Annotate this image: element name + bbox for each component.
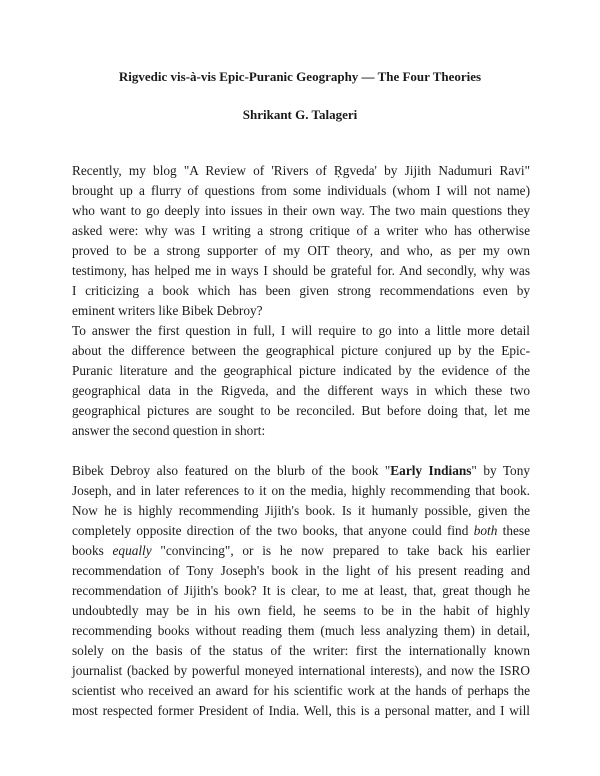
text-segment: these [497,523,530,538]
text-line: who want to go deeply into issues in their own way. The two main questions they [72,203,530,218]
text-line [72,461,530,481]
document-title: Rigvedic vis-à-vis Epic-Puranic Geography — The Four Theories [118,69,482,84]
book-title-early-indians: Early Indians [390,463,472,478]
text-line: recommending books without reading them (much less analyzing them) in detail, [72,623,530,638]
text-line [72,541,530,561]
text-line: undoubtedly may be in his own field, he seems to be in the habit of highly [72,603,530,618]
emphasis-both: both [473,523,498,538]
text-line: about the difference between the geographical picture conjured up by the Epic- [72,343,530,358]
text-line: geographical data in the Rigveda, and the different ways in which these two [72,383,530,398]
text-line: I criticizing a book which has been given strong recommendations even by [72,283,530,298]
paragraph-1 [72,161,530,321]
text-line [72,521,530,541]
text-line: recommendation of Jijith's book? It is clear, to me at least, that, great though he [72,583,530,598]
text-line: eminent writers like Bibek Debroy? [72,303,263,318]
text-line: Now he is highly recommending Jijith's book. Is it humanly possible, given the [72,503,530,518]
text-line: Joseph, and in later references to it on the media, highly recommending that book. [72,483,530,498]
text-segment: "convincing", or is he now prepared to take back his earlier [151,543,530,558]
text-line: scientist who received an award for his scientific work at the hands of perhaps the [72,683,530,698]
text-segment: books [72,543,113,558]
document-author: Shrikant G. Talageri [242,107,358,122]
text-segment: Bibek Debroy also featured on the blurb of the book " [72,463,391,478]
text-line: most respected former President of India. Well, this is a personal matter, and I will [72,703,530,718]
text-line: proved to be a strong supporter of my OIT theory, and who, as per my own [72,243,530,258]
text-line: asked were: why was I writing a strong critique of a writer who has otherwise [72,223,530,238]
text-line: brought up a flurry of questions from some individuals (whom I will not name) [72,183,530,198]
text-line: geographical pictures are sought to be reconciled. But before doing that, let me [72,403,530,418]
text-line: journalist (backed by powerful moneyed international interests), and now the ISRO [72,663,530,678]
text-line: Puranic literature and the geographical picture indicated by the evidence of the [72,363,530,378]
text-line: Recently, my blog "A Review of 'Rivers of Ṛgveda' by Jijith Nadumuri Ravi" [72,163,530,178]
paragraph-3 [72,461,530,721]
text-segment: completely opposite direction of the two books, that anyone could find [72,523,474,538]
paragraph-2 [72,321,530,441]
text-segment: " by Tony [471,463,530,478]
text-line: solely on the basis of the status of the writer: first the internationally known [72,643,530,658]
emphasis-equally: equally [112,543,152,558]
text-line: To answer the first question in full, I will require to go into a little more detail [72,323,530,338]
text-line: testimony, has helped me in ways I should be grateful for. And secondly, why was [72,263,530,278]
text-line: recommendation of Tony Joseph's book in the light of his present reading and [72,563,530,578]
text-line: answer the second question in short: [72,423,266,438]
